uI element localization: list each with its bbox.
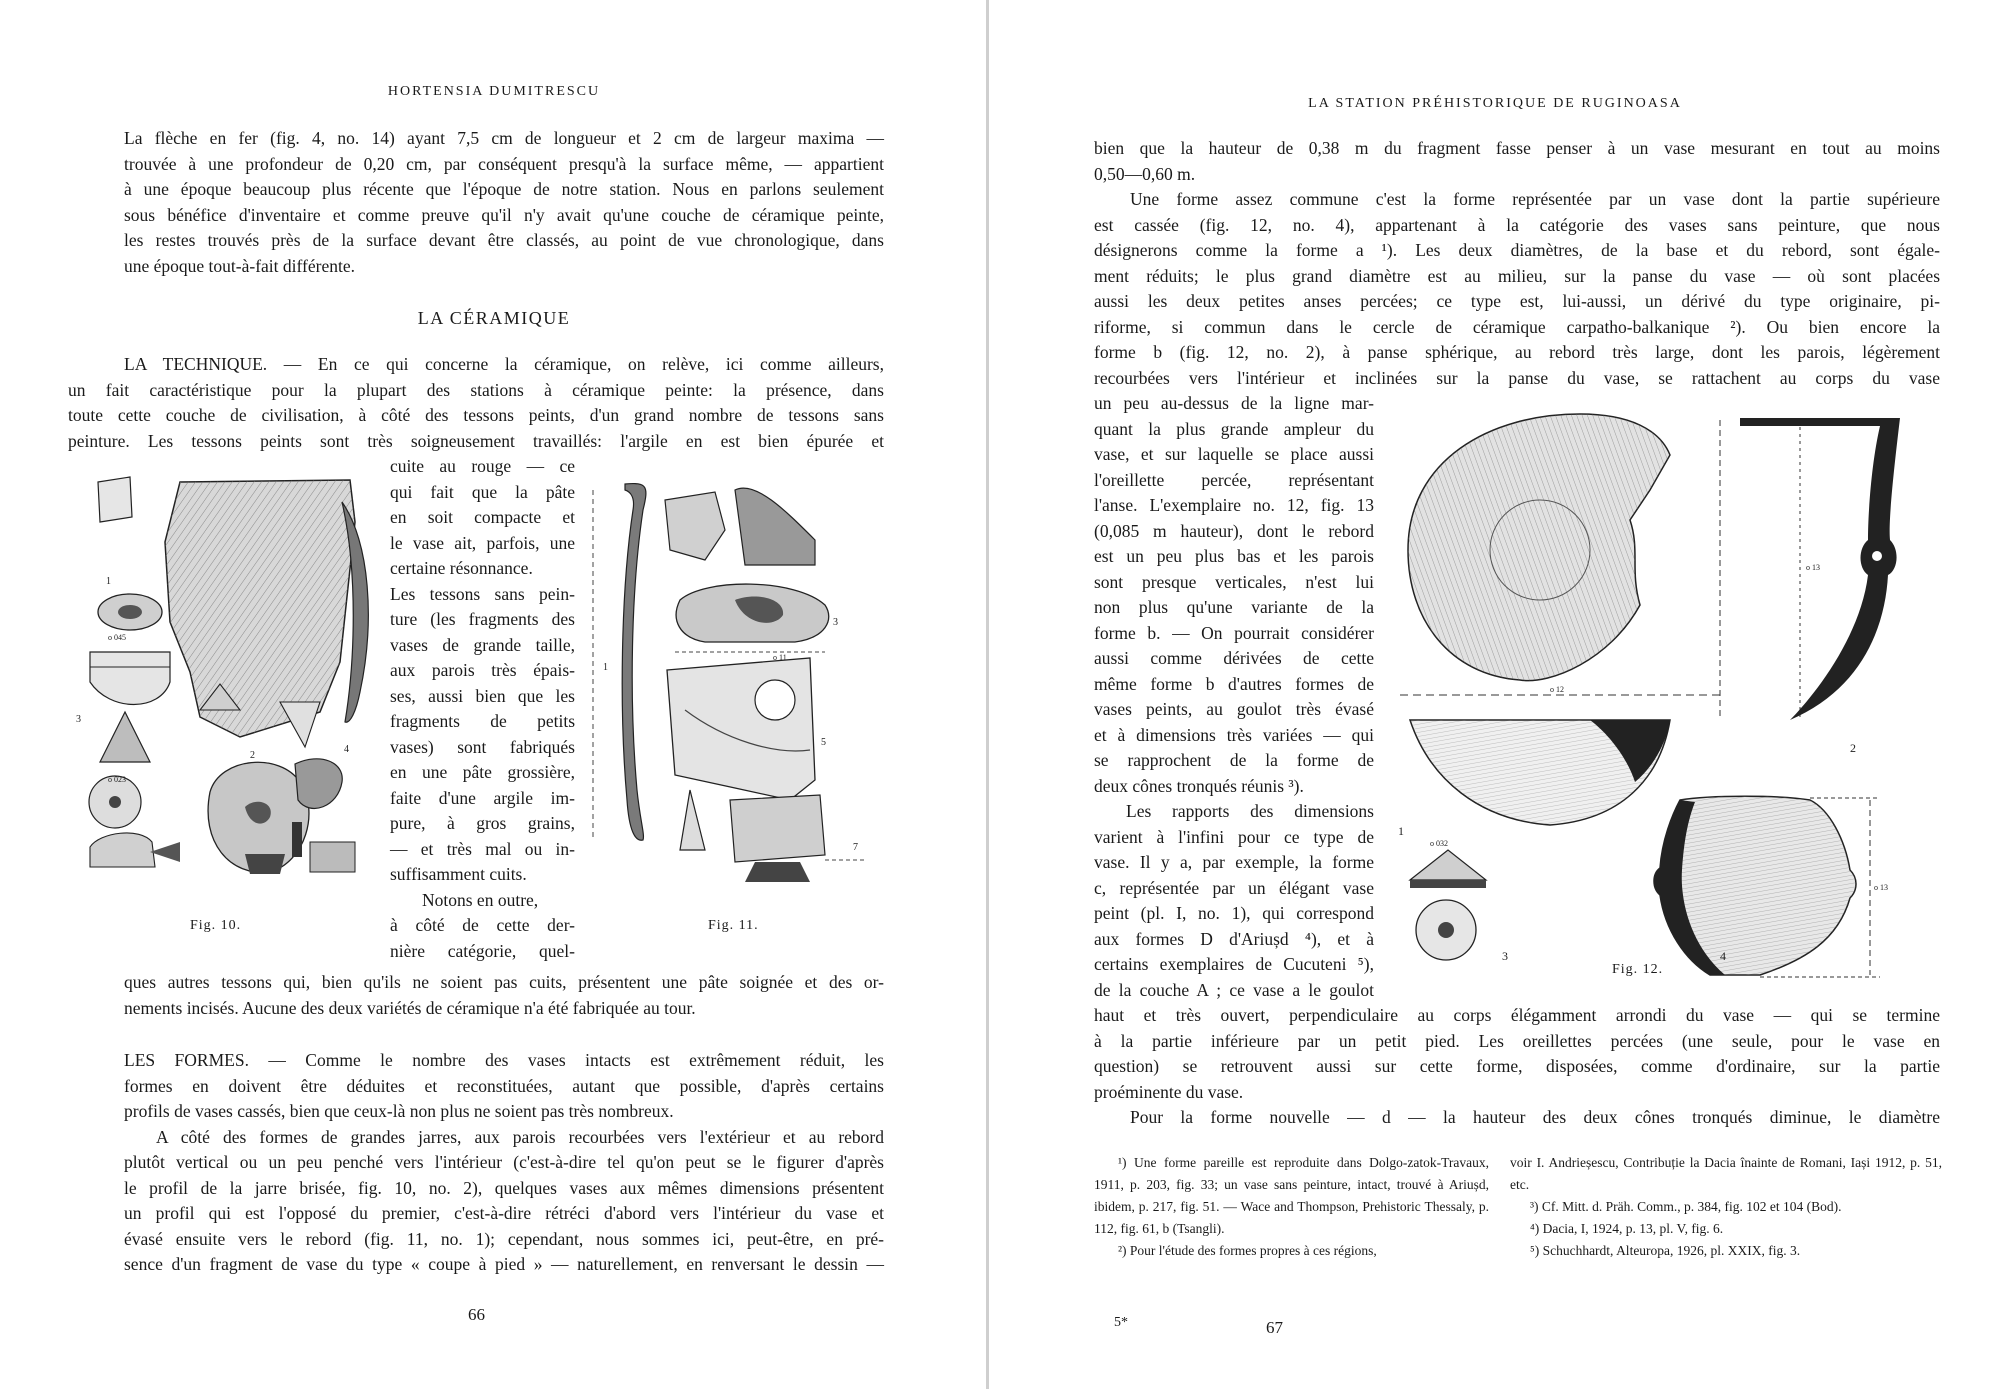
text-line: profils de vases cassés, bien que ceux-là non plus ne soient pas très nombreux. bbox=[124, 1101, 674, 1121]
text-line: nière catégorie, quel- bbox=[390, 940, 575, 961]
text-line: plutôt vertical ou un peu penché vers l'intérieur (c'est-à-dire tel qu'on peut se le figurer d'après bbox=[124, 1152, 884, 1172]
fig10-number-2: 2 bbox=[250, 750, 255, 761]
text-line: qui fait que la pâte bbox=[390, 481, 575, 502]
fig10-dimension-label: o 045 bbox=[108, 633, 126, 642]
text-line: peint (pl. I, no. 1), qui correspond bbox=[1094, 903, 1374, 923]
fig11-number-5: 5 bbox=[821, 737, 826, 748]
fig12-dimension-label: o 13 bbox=[1874, 883, 1888, 892]
text-line: — et très mal ou in- bbox=[390, 838, 575, 859]
running-head-left: HORTENSIA DUMITRESCU bbox=[387, 84, 601, 99]
text-line: (0,085 m hauteur), dont le rebord bbox=[1094, 520, 1374, 541]
fig10-number-3: 3 bbox=[76, 714, 81, 725]
text-line: aussi comme dérivées de cette bbox=[1094, 648, 1374, 668]
intro-paragraph bbox=[124, 126, 884, 279]
text-line: ses, aussi bien que les bbox=[390, 685, 575, 706]
text-line: forme b (fig. 12, no. 2), à panse sphérique, au rebord très large, dont les parois, légèrement bbox=[1094, 342, 1940, 362]
text-line: question) se retrouvent aussi sur cette forme, disposées, comme d'ordinaire, sur la partie bbox=[1094, 1056, 1940, 1076]
footnote: ⁵) Schuchhardt, Alteuropa, 1926, pl. XXIX, fig. 3. bbox=[1530, 1243, 1801, 1258]
fig10-number-1: 1 bbox=[106, 576, 111, 587]
text-line: se rapprochent de la forme de bbox=[1094, 750, 1374, 770]
text-line: est un peu plus bas et les parois bbox=[1094, 546, 1374, 566]
after-figure-paragraph bbox=[1094, 1003, 1940, 1131]
figure-11-drawing bbox=[585, 470, 875, 890]
text-line: à la partie inférieure par un petit pied. Les oreillettes percées (une seule, pour le vase en bbox=[1094, 1030, 1940, 1051]
text-line: Les tessons sans pein- bbox=[390, 583, 575, 604]
technique-paragraph bbox=[68, 352, 884, 454]
text-line: les restes trouvés près de la surface devant être classés, au point de vue chronologique, dans bbox=[124, 230, 884, 250]
text-line: sont presque verticales, n'est lui bbox=[1094, 571, 1374, 592]
text-line: même forme b d'autres formes de bbox=[1094, 673, 1374, 694]
fig11-dimension-label: o 11 bbox=[773, 653, 787, 662]
left-page bbox=[0, 0, 988, 1389]
text-line: formes en doivent être déduites et reconstituées, autant que possible, d'après certains bbox=[124, 1075, 884, 1096]
figure-10-drawing bbox=[70, 462, 378, 882]
text-line: aussi les deux petites anses percées; ce type est, lui-aussi, un dérivé du type originaire, pi- bbox=[1094, 291, 1940, 311]
after-figures-paragraph bbox=[124, 970, 884, 1021]
text-line: nements incisés. Aucune des deux variétés de céramique n'a été fabriquée au tour. bbox=[124, 997, 696, 1018]
text-line: pure, à gros grains, bbox=[390, 813, 575, 833]
fig12-dimension-label: o 13 bbox=[1806, 563, 1820, 572]
formes-paragraph bbox=[124, 1048, 884, 1278]
text-line: le profil de la jarre brisée, fig. 10, no. 2), quelques vases aux mêmes dimensions présentent bbox=[124, 1177, 884, 1198]
text-line: un fait caractéristique pour la plupart des stations à céramique peinte: la présence, dans bbox=[68, 379, 884, 400]
text-line: une époque tout-à-fait différente. bbox=[124, 255, 355, 276]
fig11-number-1: 1 bbox=[603, 662, 608, 673]
text-line: vases) sont fabriqués bbox=[390, 736, 575, 757]
fig12-number-4: 4 bbox=[1720, 949, 1726, 963]
figure-11-caption: Fig. 11. bbox=[708, 918, 759, 933]
text-line: un peu au-dessus de la ligne mar- bbox=[1094, 393, 1374, 413]
page-number-right: 67 bbox=[1266, 1318, 1283, 1337]
figure-11 bbox=[585, 470, 875, 890]
text-line: proéminente du vase. bbox=[1094, 1081, 1244, 1102]
narrow-text-column-right bbox=[1094, 391, 1374, 1003]
text-line: le vase ait, parfois, une bbox=[390, 532, 575, 553]
text-line: à une époque beaucoup plus récente que l'époque de notre station. Nous en parlons seulement bbox=[124, 179, 884, 199]
text-line: vases peints, au goulot très évasé bbox=[1094, 699, 1374, 719]
page-number-left: 66 bbox=[468, 1305, 485, 1324]
footnotes-col-1 bbox=[1094, 1152, 1489, 1262]
section-title-ceramique: LA CÉRAMIQUE bbox=[417, 308, 571, 328]
figure-10 bbox=[70, 462, 378, 882]
text-line: non plus qu'une variante de la bbox=[1094, 597, 1374, 617]
text-line: LA TECHNIQUE. — En ce qui concerne la céramique, on relève, ici comme ailleurs, bbox=[124, 354, 884, 374]
text-line: sence d'un fragment de vase du type « coupe à pied » — naturellement, en renversant le dessin — bbox=[124, 1254, 884, 1274]
text-line: l'oreillette percée, représentant bbox=[1094, 469, 1374, 490]
text-line: en soit compacte et bbox=[390, 507, 575, 527]
text-line: vase. Il y a, par exemple, la forme bbox=[1094, 852, 1374, 872]
fig10-dimension-label: o 023 bbox=[108, 775, 126, 784]
fig11-number-7: 7 bbox=[853, 842, 858, 853]
text-line: l'anse. L'exemplaire no. 12, fig. 13 bbox=[1094, 495, 1374, 515]
text-line: fragments de petits bbox=[390, 711, 575, 731]
text-line: A côté des formes de grandes jarres, aux parois recourbées vers l'extérieur et au rebord bbox=[156, 1126, 884, 1147]
figure-12-drawing bbox=[1390, 400, 1910, 990]
text-line: quant la plus grande ampleur du bbox=[1094, 418, 1374, 439]
text-line: évasé ensuite vers le rebord (fig. 11, no. 1); cependant, nous sommes ici, peut-être, en pré- bbox=[124, 1228, 884, 1249]
text-line: certains exemplaires de Cucuteni ⁵), bbox=[1094, 954, 1374, 974]
top-paragraph bbox=[1094, 136, 1940, 391]
fig12-dimension-label: o 12 bbox=[1550, 685, 1564, 694]
right-page bbox=[990, 0, 2000, 1389]
text-line: c, représentée par un élégant vase bbox=[1094, 877, 1374, 898]
fig11-number-3: 3 bbox=[833, 617, 838, 628]
text-line: haut et très ouvert, perpendiculaire au corps élégamment arrondi du vase — qui se termine bbox=[1094, 1005, 1940, 1025]
text-line: 0,50—0,60 m. bbox=[1094, 163, 1196, 184]
footnote: ³) Cf. Mitt. d. Präh. Comm., p. 384, fig. 102 et 104 (Bod). bbox=[1530, 1199, 1842, 1214]
text-line: Pour la forme nouvelle — d — la hauteur des deux cônes tronqués diminue, le diamètre bbox=[1130, 1107, 1940, 1127]
footnotes-col-2 bbox=[1510, 1152, 1942, 1262]
text-line: désignerons comme la forme a ¹). Les deux diamètres, de la base et du rebord, sont égale- bbox=[1094, 240, 1940, 260]
text-line: varient à l'infini pour ce type de bbox=[1094, 826, 1374, 847]
text-line: sous bénéfice d'inventaire et comme preuve qu'il n'y avait qu'une couche de céramique peinte, bbox=[124, 204, 884, 225]
figure-12-caption: Fig. 12. bbox=[1612, 962, 1664, 977]
text-line: forme b. — On pourrait considérer bbox=[1094, 622, 1374, 643]
text-line: est cassée (fig. 12, no. 4), appartenant à la catégorie des vases sans peinture, que nous bbox=[1094, 214, 1940, 235]
text-line: toute cette couche de civilisation, à côté des tessons peints, d'un grand nombre de tessons sans bbox=[68, 405, 884, 425]
text-line: peinture. Les tessons peints sont très soigneusement travaillés: l'argile en est bien épurée et bbox=[68, 430, 884, 451]
text-line: cuite au rouge — ce bbox=[390, 456, 575, 476]
text-line: LES FORMES. — Comme le nombre des vases intacts est extrêmement réduit, les bbox=[124, 1050, 884, 1070]
figure-12 bbox=[1390, 400, 1910, 990]
text-line: un profil qui est l'opposé du premier, c'est-à-dire rétréci d'abord vers l'intérieur du vase et bbox=[124, 1203, 884, 1223]
text-line: vase, et sur laquelle se place aussi bbox=[1094, 444, 1374, 464]
text-line: Notons en outre, bbox=[422, 889, 539, 910]
footnote: ¹) Une forme pareille est reproduite dans Dolgo-zatok-Travaux, 1911, p. 203, fig. 33; un vase sans peinture, intact, trouvé à Ariușd, ibidem, p. 217, fig. 51. — Wace and Thompson, Prehistoric Thessaly, p. 112, fig. 61, b (Tsangli). bbox=[1094, 1155, 1489, 1236]
text-line: Les rapports des dimensions bbox=[1126, 801, 1374, 821]
text-line: faite d'une argile im- bbox=[390, 787, 575, 808]
text-line: suffisamment cuits. bbox=[390, 864, 527, 884]
text-line: trouvée à une profondeur de 0,20 cm, par conséquent presqu'à la surface même, — appartient bbox=[124, 153, 884, 174]
narrow-text-column-left bbox=[390, 454, 575, 964]
text-line: ques autres tessons qui, bien qu'ils ne soient pas cuits, présentent une pâte soignée et des or- bbox=[124, 972, 884, 992]
text-line: en une pâte grossière, bbox=[390, 762, 575, 782]
text-line: aux parois très épais- bbox=[390, 660, 575, 680]
fig12-number-3: 3 bbox=[1502, 949, 1508, 963]
text-line: certaine résonnance. bbox=[390, 558, 533, 578]
signature-mark: 5* bbox=[1114, 1315, 1128, 1330]
fig12-dimension-label: o 032 bbox=[1430, 839, 1448, 848]
fig12-number-2: 2 bbox=[1850, 741, 1856, 755]
text-line: riforme, si commun dans le cercle de céramique carpatho-balkanique ²). Ou bien encore la bbox=[1094, 316, 1940, 337]
fig12-number-1: 1 bbox=[1398, 824, 1404, 838]
text-line: de la couche A ; ce vase a le goulot bbox=[1094, 979, 1374, 1000]
text-line: ture (les fragments des bbox=[390, 609, 575, 629]
text-line: à côté de cette der- bbox=[390, 915, 575, 935]
text-line: et à dimensions très variées — qui bbox=[1094, 724, 1374, 745]
footnote: ⁴) Dacia, I, 1924, p. 13, pl. V, fig. 6. bbox=[1530, 1221, 1724, 1236]
text-line: aux formes D d'Ariușd ⁴), et à bbox=[1094, 928, 1374, 949]
text-line: vases de grande taille, bbox=[390, 634, 575, 655]
fig10-number-4: 4 bbox=[344, 744, 349, 755]
text-line: La flèche en fer (fig. 4, no. 14) ayant 7,5 cm de longueur et 2 cm de largeur maxima — bbox=[124, 128, 884, 148]
text-line: bien que la hauteur de 0,38 m du fragment fasse penser à un vase mesurant en tout au moins bbox=[1094, 138, 1940, 158]
text-line: recourbées vers l'intérieur et inclinées sur la panse du vase, se rattachent au corps du vase bbox=[1094, 367, 1940, 388]
footnote: voir I. Andrieșescu, Contribuție la Dacia înainte de Romani, Iași 1912, p. 51, etc. bbox=[1510, 1155, 1942, 1192]
text-line: deux cônes tronqués réunis ³). bbox=[1094, 775, 1304, 796]
text-line: ment réduits; le plus grand diamètre est au milieu, sur la panse du vase — où sont placées bbox=[1094, 265, 1940, 286]
running-head-right: LA STATION PRÉHISTORIQUE DE RUGINOASA bbox=[1308, 96, 1682, 111]
text-line: Une forme assez commune c'est la forme représentée par un vase dont la partie supérieure bbox=[1130, 189, 1940, 209]
footnote: ²) Pour l'étude des formes propres à ces régions, bbox=[1118, 1243, 1377, 1258]
figure-10-caption: Fig. 10. bbox=[190, 918, 242, 933]
